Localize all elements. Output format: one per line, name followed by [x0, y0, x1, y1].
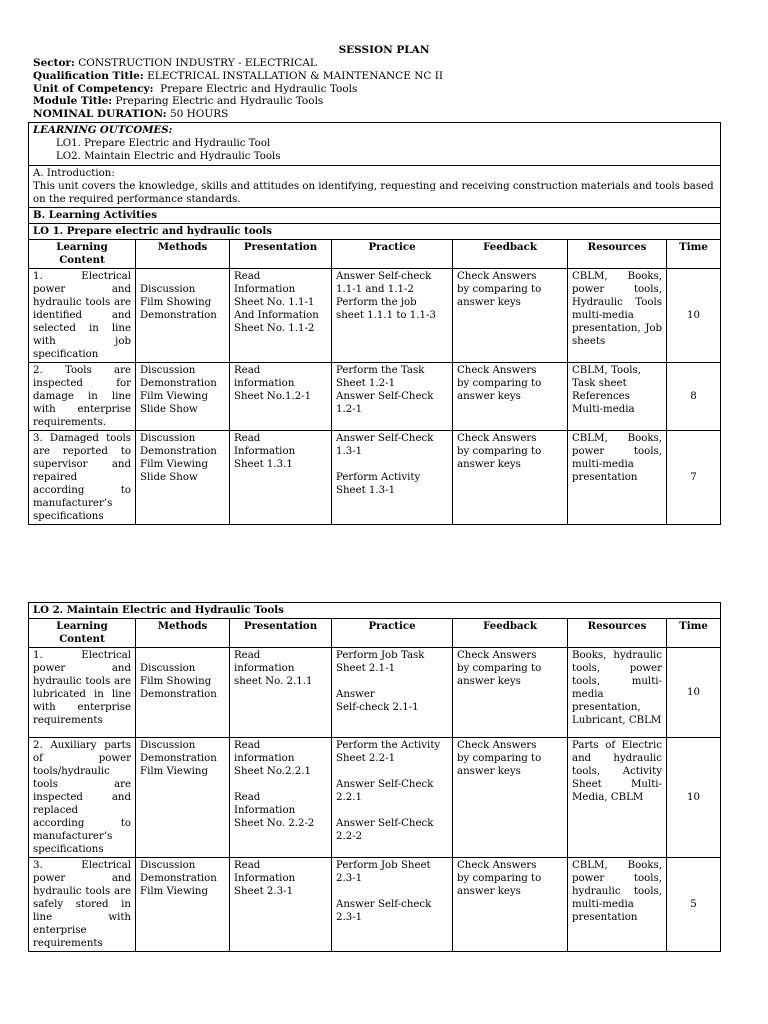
lo1-session-table: [28, 122, 721, 525]
sector-line: [33, 57, 733, 70]
qualification-label: Qualification Title:: [33, 69, 144, 82]
time-cell: 5: [667, 858, 721, 952]
table-row: [29, 363, 721, 431]
header-time: Time: [667, 240, 721, 269]
presentation-cell: Read information Sheet No.2.2.1 Read Information Sheet No. 2.2-2: [230, 738, 332, 858]
module-line: [33, 95, 733, 108]
module-label: Module Title:: [33, 95, 113, 108]
resources-cell: CBLM, Books, power tools, hydraulic tools, multi-media presentation: [568, 858, 667, 952]
learning-content-cell: 1. Electrical power and hydraulic tools are lubricated in line with enterprise requirements: [29, 648, 136, 738]
header-time: Time: [667, 619, 721, 648]
resources-cell: CBLM, Books, power tools, Hydraulic Tools multi-media presentation, Job sheets: [568, 269, 667, 363]
lo2-title-row: [29, 603, 721, 619]
practice-cell: Perform the Activity Sheet 2.2-1 Answer Self-Check 2.2.1 Answer Self-Check 2.2-2: [332, 738, 453, 858]
practice-cell: Perform the Task Sheet 1.2-1 Answer Self-Check 1.2-1: [332, 363, 453, 431]
unit-label: Unit of Competency:: [33, 82, 154, 95]
lo1-header-row: [29, 240, 721, 269]
document-meta: [33, 57, 733, 121]
header-feedback: Feedback: [453, 619, 568, 648]
qualification-line: [33, 70, 733, 83]
feedback-cell: Check Answers by comparing to answer keys: [453, 431, 568, 525]
table-row: [29, 648, 721, 738]
feedback-cell: Check Answers by comparing to answer keys: [453, 363, 568, 431]
header-learning-content: Learning Content: [29, 240, 136, 269]
header-methods: Methods: [136, 619, 230, 648]
time-cell: 8: [667, 363, 721, 431]
unit-value: Prepare Electric and Hydraulic Tools: [156, 82, 358, 95]
presentation-cell: Read information Sheet No.1.2-1: [230, 363, 332, 431]
methods-cell: Discussion Demonstration Film Viewing Slide Show: [136, 431, 230, 525]
sector-value: CONSTRUCTION INDUSTRY - ELECTRICAL: [78, 57, 317, 69]
lo1-title-row: [29, 224, 721, 240]
duration-label: NOMINAL DURATION:: [33, 108, 167, 121]
feedback-cell: Check Answers by comparing to answer keys: [453, 648, 568, 738]
time-cell: 10: [667, 648, 721, 738]
table-row: [29, 738, 721, 858]
learning-outcomes-heading: LEARNING OUTCOMES:: [33, 124, 173, 136]
resources-cell: Books, hydraulic tools, power tools, multi-media presentation, Lubricant, CBLM: [568, 648, 667, 738]
presentation-cell: Read Information Sheet 1.3.1: [230, 431, 332, 525]
document-title: SESSION PLAN: [338, 44, 430, 56]
lo2-table-title: LO 2. Maintain Electric and Hydraulic Tools: [29, 603, 721, 619]
header-methods: Methods: [136, 240, 230, 269]
unit-line: [33, 83, 733, 96]
lo2-session-table: [28, 602, 721, 952]
presentation-cell: Read Information Sheet 2.3-1: [230, 858, 332, 952]
qualification-value: ELECTRICAL INSTALLATION & MAINTENANCE NC II: [147, 69, 444, 82]
table-row: [29, 431, 721, 525]
duration-value: 50 HOURS: [169, 108, 229, 121]
module-value: Preparing Electric and Hydraulic Tools: [115, 95, 324, 108]
header-feedback: Feedback: [453, 240, 568, 269]
methods-cell: Discussion Demonstration Film Viewing: [136, 738, 230, 858]
methods-cell: Discussion Demonstration Film Viewing: [136, 858, 230, 952]
learning-content-cell: 2. Tools are inspected for damage in line with enterprise requirements.: [29, 363, 136, 431]
lo2-header-row: [29, 619, 721, 648]
learning-content-cell: 3. Damaged tools are reported to supervisor and repaired according to manufacturer’s specifications: [29, 431, 136, 525]
resources-cell: CBLM, Books, power tools, multi-media presentation: [568, 431, 667, 525]
time-cell: 10: [667, 269, 721, 363]
methods-cell: Discussion Film Showing Demonstration: [136, 269, 230, 363]
learning-content-cell: 3. Electrical power and hydraulic tools are safely stored in line with enterprise requirements: [29, 858, 136, 952]
practice-cell: Answer Self-check 1.1-1 and 1.1-2 Perform the job sheet 1.1.1 to 1.1-3: [332, 269, 453, 363]
learning-activities-heading: B. Learning Activities: [29, 208, 721, 224]
header-resources: Resources: [568, 240, 667, 269]
header-presentation: Presentation: [230, 240, 332, 269]
lo1-outcome: LO1. Prepare Electric and Hydraulic Tool: [56, 138, 271, 149]
header-practice: Practice: [332, 240, 453, 269]
feedback-cell: Check Answers by comparing to answer keys: [453, 858, 568, 952]
lo2-outcome: LO2. Maintain Electric and Hydraulic Tools: [56, 151, 281, 162]
table-row: [29, 269, 721, 363]
methods-cell: Discussion Demonstration Film Viewing Slide Show: [136, 363, 230, 431]
feedback-cell: Check Answers by comparing to answer keys: [453, 269, 568, 363]
introduction-row: [29, 166, 721, 208]
practice-cell: Perform Job Sheet 2.3-1 Answer Self-check 2.3-1: [332, 858, 453, 952]
presentation-cell: Read Information Sheet No. 1.1-1 And Information Sheet No. 1.1-2: [230, 269, 332, 363]
practice-cell: Answer Self-Check 1.3-1 Perform Activity Sheet 1.3-1: [332, 431, 453, 525]
presentation-cell: Read information sheet No. 2.1.1: [230, 648, 332, 738]
sector-label: Sector:: [33, 57, 75, 69]
practice-cell: Perform Job Task Sheet 2.1-1 Answer Self-check 2.1-1: [332, 648, 453, 738]
header-presentation: Presentation: [230, 619, 332, 648]
learning-content-cell: 1. Electrical power and hydraulic tools are identified and selected in line with job specification: [29, 269, 136, 363]
header-learning-content: Learning Content: [29, 619, 136, 648]
header-resources: Resources: [568, 619, 667, 648]
table-row: [29, 858, 721, 952]
header-practice: Practice: [332, 619, 453, 648]
learning-outcomes-row: [29, 123, 721, 166]
resources-cell: CBLM, Tools, Task sheet References Multi-media: [568, 363, 667, 431]
time-cell: 7: [667, 431, 721, 525]
feedback-cell: Check Answers by comparing to answer keys: [453, 738, 568, 858]
introduction-text: This unit covers the knowledge, skills and attitudes on identifying, requesting and receiving construction materials and tools based on the required performance standards.: [33, 181, 714, 205]
duration-line: [33, 108, 733, 121]
time-cell: 10: [667, 738, 721, 858]
introduction-heading: A. Introduction:: [33, 168, 115, 179]
learning-content-cell: 2. Auxiliary parts of power tools/hydraulic tools are inspected and replaced according to manufacturer’s specifications: [29, 738, 136, 858]
lo1-table-title: LO 1. Prepare electric and hydraulic tools: [29, 224, 721, 240]
methods-cell: Discussion Film Showing Demonstration: [136, 648, 230, 738]
resources-cell: Parts of Electric and hydraulic tools, Activity Sheet Multi-Media, CBLM: [568, 738, 667, 858]
learning-activities-row: [29, 208, 721, 224]
